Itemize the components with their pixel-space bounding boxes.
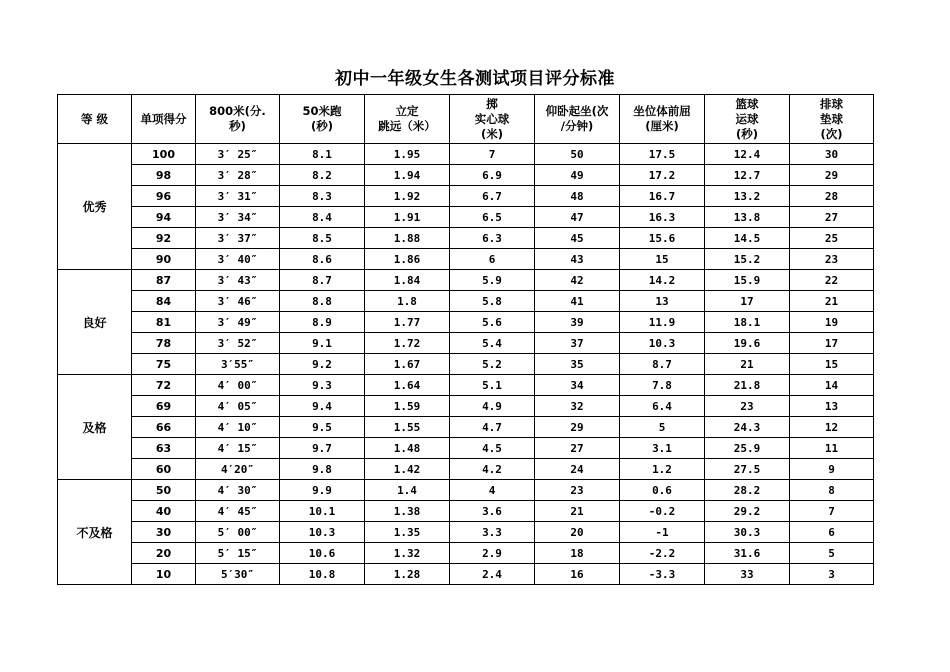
value-cell: 15 bbox=[790, 354, 874, 375]
value-cell: 31.6 bbox=[705, 543, 790, 564]
value-cell: 6 bbox=[790, 522, 874, 543]
header-label: 篮球 运球 (秒) bbox=[735, 96, 759, 141]
table-body bbox=[58, 144, 874, 585]
value-cell: 4′ 00″ bbox=[196, 375, 280, 396]
grade-cell: 优秀 bbox=[58, 144, 132, 270]
value-cell: 5.6 bbox=[450, 312, 535, 333]
value-cell: 4′ 15″ bbox=[196, 438, 280, 459]
score-cell: 90 bbox=[132, 249, 196, 270]
value-cell: 12.7 bbox=[705, 165, 790, 186]
value-cell: 22 bbox=[790, 270, 874, 291]
value-cell: 17.5 bbox=[620, 144, 705, 165]
value-cell: 15 bbox=[620, 249, 705, 270]
score-cell: 50 bbox=[132, 480, 196, 501]
value-cell: 10.8 bbox=[280, 564, 365, 585]
table-row bbox=[58, 501, 874, 522]
value-cell: -0.2 bbox=[620, 501, 705, 522]
score-cell: 78 bbox=[132, 333, 196, 354]
value-cell: 3′55″ bbox=[196, 354, 280, 375]
value-cell: 29.2 bbox=[705, 501, 790, 522]
value-cell: 13.2 bbox=[705, 186, 790, 207]
value-cell: 19 bbox=[790, 312, 874, 333]
value-cell: 30 bbox=[790, 144, 874, 165]
value-cell: 3′ 52″ bbox=[196, 333, 280, 354]
value-cell: 18.1 bbox=[705, 312, 790, 333]
value-cell: 6.5 bbox=[450, 207, 535, 228]
value-cell: 14 bbox=[790, 375, 874, 396]
value-cell: 1.94 bbox=[365, 165, 450, 186]
grade-cell: 及格 bbox=[58, 375, 132, 480]
value-cell: 9.9 bbox=[280, 480, 365, 501]
value-cell: 3′ 43″ bbox=[196, 270, 280, 291]
value-cell: 1.48 bbox=[365, 438, 450, 459]
value-cell: 20 bbox=[535, 522, 620, 543]
value-cell: 1.55 bbox=[365, 417, 450, 438]
value-cell: 8.4 bbox=[280, 207, 365, 228]
value-cell: 1.42 bbox=[365, 459, 450, 480]
value-cell: 19.6 bbox=[705, 333, 790, 354]
value-cell: 8.6 bbox=[280, 249, 365, 270]
header-label: 仰卧起坐(次 /分钟) bbox=[545, 104, 609, 133]
score-cell: 20 bbox=[132, 543, 196, 564]
value-cell: 21 bbox=[535, 501, 620, 522]
value-cell: 4′20″ bbox=[196, 459, 280, 480]
value-cell: 12.4 bbox=[705, 144, 790, 165]
value-cell: -3.3 bbox=[620, 564, 705, 585]
value-cell: 47 bbox=[535, 207, 620, 228]
value-cell: 9.8 bbox=[280, 459, 365, 480]
header-volleyball bbox=[790, 95, 874, 144]
value-cell: -1 bbox=[620, 522, 705, 543]
header-sit-ups bbox=[535, 95, 620, 144]
value-cell: 3′ 31″ bbox=[196, 186, 280, 207]
value-cell: 24.3 bbox=[705, 417, 790, 438]
value-cell: 1.91 bbox=[365, 207, 450, 228]
value-cell: 8.8 bbox=[280, 291, 365, 312]
value-cell: 32 bbox=[535, 396, 620, 417]
value-cell: 24 bbox=[535, 459, 620, 480]
value-cell: 6.3 bbox=[450, 228, 535, 249]
header-label: 排球 垫球 (次) bbox=[820, 96, 843, 141]
table-row bbox=[58, 522, 874, 543]
value-cell: 7.8 bbox=[620, 375, 705, 396]
value-cell: 9.1 bbox=[280, 333, 365, 354]
value-cell: 1.8 bbox=[365, 291, 450, 312]
table-row bbox=[58, 354, 874, 375]
value-cell: 5.8 bbox=[450, 291, 535, 312]
value-cell: 4.2 bbox=[450, 459, 535, 480]
value-cell: 49 bbox=[535, 165, 620, 186]
value-cell: 13 bbox=[790, 396, 874, 417]
value-cell: 12 bbox=[790, 417, 874, 438]
value-cell: 16.7 bbox=[620, 186, 705, 207]
score-cell: 10 bbox=[132, 564, 196, 585]
value-cell: 33 bbox=[705, 564, 790, 585]
table-row bbox=[58, 396, 874, 417]
value-cell: 11.9 bbox=[620, 312, 705, 333]
value-cell: 5.2 bbox=[450, 354, 535, 375]
value-cell: 1.86 bbox=[365, 249, 450, 270]
header-label: 立定 跳远（米） bbox=[378, 104, 436, 133]
value-cell: 48 bbox=[535, 186, 620, 207]
value-cell: 6.9 bbox=[450, 165, 535, 186]
value-cell: 4.9 bbox=[450, 396, 535, 417]
value-cell: 9.3 bbox=[280, 375, 365, 396]
header-standing-jump bbox=[365, 95, 450, 144]
value-cell: 5′ 00″ bbox=[196, 522, 280, 543]
table-row bbox=[58, 459, 874, 480]
value-cell: 43 bbox=[535, 249, 620, 270]
header-sit-and-reach bbox=[620, 95, 705, 144]
value-cell: 28 bbox=[790, 186, 874, 207]
value-cell: 1.32 bbox=[365, 543, 450, 564]
value-cell: 25.9 bbox=[705, 438, 790, 459]
value-cell: 10.1 bbox=[280, 501, 365, 522]
value-cell: 3′ 37″ bbox=[196, 228, 280, 249]
value-cell: 3′ 40″ bbox=[196, 249, 280, 270]
score-cell: 100 bbox=[132, 144, 196, 165]
value-cell: 1.35 bbox=[365, 522, 450, 543]
value-cell: 8.5 bbox=[280, 228, 365, 249]
value-cell: 4′ 10″ bbox=[196, 417, 280, 438]
table-row bbox=[58, 186, 874, 207]
header-medicine-ball bbox=[450, 95, 535, 144]
value-cell: 29 bbox=[535, 417, 620, 438]
page-title: 初中一年级女生各测试项目评分标准 bbox=[335, 69, 615, 89]
header-800m bbox=[196, 95, 280, 144]
value-cell: 14.5 bbox=[705, 228, 790, 249]
value-cell: 1.84 bbox=[365, 270, 450, 291]
value-cell: 3.1 bbox=[620, 438, 705, 459]
header-row bbox=[58, 95, 874, 144]
header-score bbox=[132, 95, 196, 144]
value-cell: 5.4 bbox=[450, 333, 535, 354]
header-label: 50米跑 (秒) bbox=[302, 104, 342, 133]
value-cell: 15.6 bbox=[620, 228, 705, 249]
value-cell: 17 bbox=[705, 291, 790, 312]
value-cell: 2.9 bbox=[450, 543, 535, 564]
value-cell: 29 bbox=[790, 165, 874, 186]
value-cell: 42 bbox=[535, 270, 620, 291]
table-row bbox=[58, 249, 874, 270]
value-cell: 5′30″ bbox=[196, 564, 280, 585]
value-cell: 4′ 30″ bbox=[196, 480, 280, 501]
value-cell: 1.88 bbox=[365, 228, 450, 249]
value-cell: 18 bbox=[535, 543, 620, 564]
value-cell: 3.3 bbox=[450, 522, 535, 543]
value-cell: 28.2 bbox=[705, 480, 790, 501]
value-cell: 3 bbox=[790, 564, 874, 585]
value-cell: 39 bbox=[535, 312, 620, 333]
table-row bbox=[58, 564, 874, 585]
value-cell: 3.6 bbox=[450, 501, 535, 522]
grade-cell: 不及格 bbox=[58, 480, 132, 585]
value-cell: 21.8 bbox=[705, 375, 790, 396]
value-cell: 7 bbox=[790, 501, 874, 522]
value-cell: 10.3 bbox=[620, 333, 705, 354]
value-cell: 10.6 bbox=[280, 543, 365, 564]
value-cell: 10.3 bbox=[280, 522, 365, 543]
value-cell: 3′ 49″ bbox=[196, 312, 280, 333]
value-cell: 34 bbox=[535, 375, 620, 396]
value-cell: 27 bbox=[790, 207, 874, 228]
value-cell: 9 bbox=[790, 459, 874, 480]
value-cell: 1.59 bbox=[365, 396, 450, 417]
value-cell: 14.2 bbox=[620, 270, 705, 291]
value-cell: 6.7 bbox=[450, 186, 535, 207]
score-standard-table bbox=[57, 94, 874, 585]
score-cell: 87 bbox=[132, 270, 196, 291]
value-cell: 21 bbox=[790, 291, 874, 312]
value-cell: 5.9 bbox=[450, 270, 535, 291]
value-cell: 8.1 bbox=[280, 144, 365, 165]
score-cell: 60 bbox=[132, 459, 196, 480]
value-cell: 41 bbox=[535, 291, 620, 312]
value-cell: 25 bbox=[790, 228, 874, 249]
value-cell: 13 bbox=[620, 291, 705, 312]
value-cell: 1.77 bbox=[365, 312, 450, 333]
value-cell: 11 bbox=[790, 438, 874, 459]
value-cell: 9.4 bbox=[280, 396, 365, 417]
value-cell: 1.38 bbox=[365, 501, 450, 522]
table-row bbox=[58, 228, 874, 249]
value-cell: 5.1 bbox=[450, 375, 535, 396]
value-cell: 1.95 bbox=[365, 144, 450, 165]
value-cell: 1.67 bbox=[365, 354, 450, 375]
score-cell: 94 bbox=[132, 207, 196, 228]
score-cell: 30 bbox=[132, 522, 196, 543]
table-row bbox=[58, 417, 874, 438]
value-cell: 9.7 bbox=[280, 438, 365, 459]
value-cell: 4 bbox=[450, 480, 535, 501]
value-cell: 3′ 25″ bbox=[196, 144, 280, 165]
value-cell: 5 bbox=[620, 417, 705, 438]
header-50m bbox=[280, 95, 365, 144]
value-cell: 1.4 bbox=[365, 480, 450, 501]
grade-cell: 良好 bbox=[58, 270, 132, 375]
table-row bbox=[58, 270, 874, 291]
value-cell: 3′ 28″ bbox=[196, 165, 280, 186]
value-cell: 3′ 34″ bbox=[196, 207, 280, 228]
value-cell: 13.8 bbox=[705, 207, 790, 228]
value-cell: 35 bbox=[535, 354, 620, 375]
value-cell: 16.3 bbox=[620, 207, 705, 228]
header-label: 坐位体前屈 (厘米) bbox=[633, 104, 691, 133]
table-row bbox=[58, 375, 874, 396]
table-row bbox=[58, 165, 874, 186]
value-cell: 37 bbox=[535, 333, 620, 354]
table-row bbox=[58, 207, 874, 228]
table-row bbox=[58, 312, 874, 333]
header-label: 800米(分. 秒) bbox=[209, 104, 266, 133]
header-label: 等 级 bbox=[80, 111, 108, 126]
value-cell: 1.64 bbox=[365, 375, 450, 396]
value-cell: 15.9 bbox=[705, 270, 790, 291]
value-cell: 1.72 bbox=[365, 333, 450, 354]
value-cell: 23 bbox=[535, 480, 620, 501]
table-row bbox=[58, 543, 874, 564]
value-cell: 30.3 bbox=[705, 522, 790, 543]
score-cell: 84 bbox=[132, 291, 196, 312]
score-cell: 40 bbox=[132, 501, 196, 522]
value-cell: 9.5 bbox=[280, 417, 365, 438]
table-row bbox=[58, 333, 874, 354]
value-cell: 21 bbox=[705, 354, 790, 375]
header-basketball bbox=[705, 95, 790, 144]
value-cell: 23 bbox=[790, 249, 874, 270]
value-cell: 6.4 bbox=[620, 396, 705, 417]
value-cell: 15.2 bbox=[705, 249, 790, 270]
value-cell: 1.92 bbox=[365, 186, 450, 207]
value-cell: 50 bbox=[535, 144, 620, 165]
score-cell: 92 bbox=[132, 228, 196, 249]
value-cell: 8.7 bbox=[280, 270, 365, 291]
value-cell: 4′ 45″ bbox=[196, 501, 280, 522]
value-cell: 8.2 bbox=[280, 165, 365, 186]
value-cell: 9.2 bbox=[280, 354, 365, 375]
value-cell: 2.4 bbox=[450, 564, 535, 585]
value-cell: 8.9 bbox=[280, 312, 365, 333]
value-cell: 1.2 bbox=[620, 459, 705, 480]
score-cell: 69 bbox=[132, 396, 196, 417]
header-label: 单项得分 bbox=[140, 111, 187, 126]
value-cell: 27.5 bbox=[705, 459, 790, 480]
table-row bbox=[58, 144, 874, 165]
score-cell: 66 bbox=[132, 417, 196, 438]
value-cell: 8 bbox=[790, 480, 874, 501]
score-cell: 81 bbox=[132, 312, 196, 333]
score-cell: 96 bbox=[132, 186, 196, 207]
header-label: 掷 实心球 (米) bbox=[474, 96, 510, 141]
value-cell: 27 bbox=[535, 438, 620, 459]
table-row bbox=[58, 438, 874, 459]
header-grade bbox=[58, 95, 132, 144]
value-cell: -2.2 bbox=[620, 543, 705, 564]
value-cell: 4.5 bbox=[450, 438, 535, 459]
value-cell: 0.6 bbox=[620, 480, 705, 501]
value-cell: 17 bbox=[790, 333, 874, 354]
value-cell: 16 bbox=[535, 564, 620, 585]
table-row bbox=[58, 480, 874, 501]
value-cell: 4.7 bbox=[450, 417, 535, 438]
value-cell: 8.3 bbox=[280, 186, 365, 207]
value-cell: 5′ 15″ bbox=[196, 543, 280, 564]
score-cell: 63 bbox=[132, 438, 196, 459]
table-row bbox=[58, 291, 874, 312]
value-cell: 17.2 bbox=[620, 165, 705, 186]
value-cell: 5 bbox=[790, 543, 874, 564]
score-cell: 98 bbox=[132, 165, 196, 186]
value-cell: 8.7 bbox=[620, 354, 705, 375]
value-cell: 6 bbox=[450, 249, 535, 270]
value-cell: 45 bbox=[535, 228, 620, 249]
value-cell: 3′ 46″ bbox=[196, 291, 280, 312]
score-cell: 75 bbox=[132, 354, 196, 375]
value-cell: 23 bbox=[705, 396, 790, 417]
score-cell: 72 bbox=[132, 375, 196, 396]
value-cell: 4′ 05″ bbox=[196, 396, 280, 417]
value-cell: 7 bbox=[450, 144, 535, 165]
value-cell: 1.28 bbox=[365, 564, 450, 585]
